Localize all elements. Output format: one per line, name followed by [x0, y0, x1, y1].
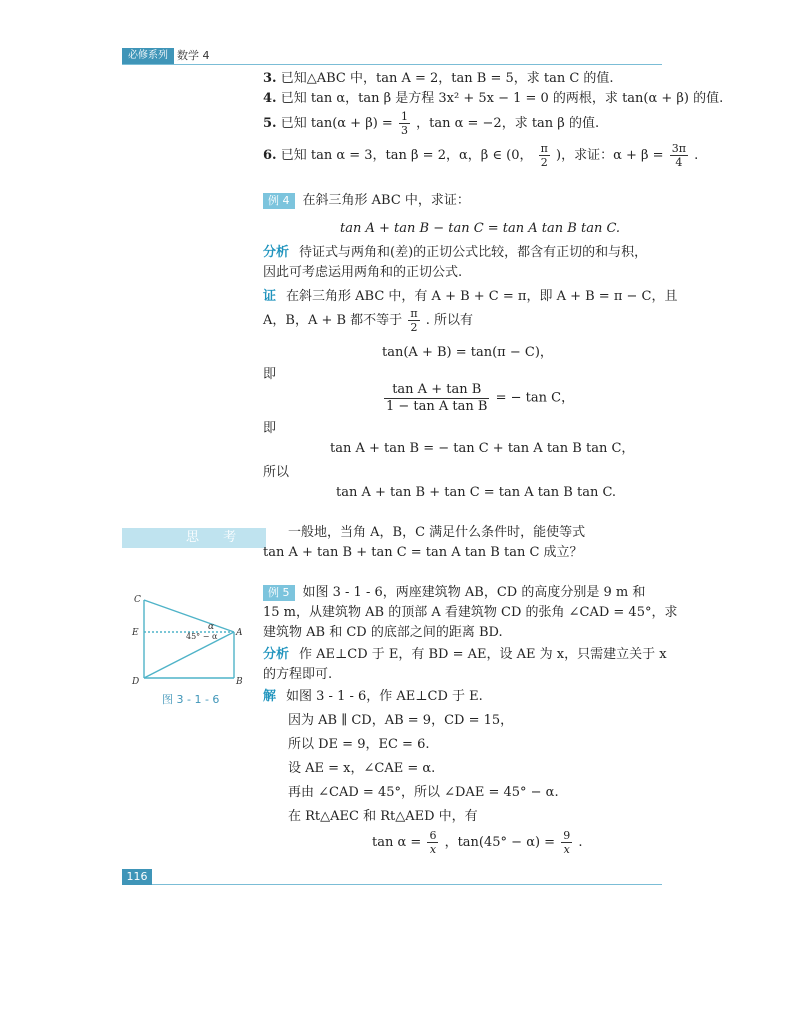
- example5-line-1: [263, 584, 645, 602]
- example5-equation: [372, 828, 583, 858]
- fraction: $\frac{1}{3}$: [400, 110, 408, 137]
- series-tag: 必修系列: [122, 48, 174, 64]
- equation-text: ，tan(45° − α) =: [444, 835, 556, 850]
- exercise-text: 已知 tan α = 3，tan β = 2，α，β ∈ (0，: [280, 148, 533, 163]
- solution-text: 如图 3 - 1 - 6，作 AE⊥CD 于 E.: [286, 689, 483, 704]
- fraction: $\frac{9}{x}$: [563, 829, 571, 856]
- example4-analysis-2: 因此可考虑运用两角和的正切公式.: [263, 265, 463, 280]
- example5-analysis-2: 的方程即可.: [263, 667, 333, 682]
- example4-analysis-1: [263, 244, 647, 262]
- page-number: 116: [122, 869, 152, 885]
- figure-3-1-6: [126, 590, 246, 690]
- example4-proof-2: [263, 306, 473, 336]
- exercise-text: .: [694, 148, 699, 163]
- example4-statement: [263, 192, 470, 210]
- exercise-text: )，求证：α + β =: [556, 148, 664, 163]
- label-angle: 45° − α: [186, 632, 218, 641]
- ji-label-2: 即: [263, 421, 277, 436]
- example5-solution-6: 在 Rt△AEC 和 Rt△AED 中，有: [288, 809, 478, 824]
- fraction: $\frac{\text{tan A + tan B}}{\text{1 − tan A tan B}}$: [386, 382, 488, 414]
- example4-formula: tan A + tan B − tan C = tan A tan B tan C.: [340, 221, 621, 236]
- example-tag: 例 4: [263, 193, 295, 209]
- equation-1: tan(A + B) = tan(π − C)，: [382, 345, 553, 360]
- example5-line-3: 建筑物 AB 和 CD 的底部之间的距离 BD.: [263, 625, 503, 640]
- fraction: $\frac{\pi}{2}$: [410, 307, 418, 334]
- example5-solution-5: 再由 ∠CAD = 45°，所以 ∠DAE = 45° − α.: [288, 785, 559, 800]
- think-line-1: 一般地，当角 A，B，C 满足什么条件时，能使等式: [288, 525, 586, 540]
- exercise-number: 3.: [263, 71, 277, 86]
- example5-solution-3: 所以 DE = 9，EC = 6.: [288, 737, 430, 752]
- exercise-text: 已知 tan α，tan β 是方程 3x² + 5x − 1 = 0 的两根，求 tan(α + β) 的值.: [280, 91, 724, 106]
- example5-analysis-1: [263, 646, 667, 664]
- proof-text: A，B，A + B 都不等于: [263, 313, 403, 328]
- example5-solution-4: 设 AE = x，∠CAE = α.: [288, 761, 436, 776]
- equation-4: tan A + tan B + tan C = tan A tan B tan C.: [336, 485, 617, 500]
- equation-text: .: [578, 835, 583, 850]
- label-b: B: [236, 677, 243, 687]
- exercise-text: ，tan α = −2，求 tan β 的值.: [416, 116, 600, 131]
- think-line-2: tan A + tan B + tan C = tan A tan B tan C 成立？: [263, 545, 583, 560]
- statement-text: 在斜三角形 ABC 中，求证：: [302, 193, 470, 208]
- label-d: D: [132, 677, 140, 687]
- exercise-3: [263, 70, 614, 88]
- analysis-label: 分析: [263, 647, 290, 662]
- equation-text: = − tan C，: [495, 390, 575, 406]
- suoyi-label: 所以: [263, 465, 290, 480]
- header-rule: [122, 64, 662, 65]
- label-e: E: [132, 628, 139, 638]
- exercise-number: 4.: [263, 91, 277, 106]
- equation-3: tan A + tan B = − tan C + tan A tan B tan C，: [330, 441, 635, 456]
- example5-solution-1: [263, 688, 483, 706]
- exercise-text: 已知△ABC 中，tan A = 2，tan B = 5，求 tan C 的值.: [280, 71, 614, 86]
- exercise-6: [263, 142, 698, 170]
- exercise-5: [263, 110, 599, 138]
- label-c: C: [134, 595, 141, 605]
- label-a: A: [236, 628, 243, 638]
- equation-text: tan α =: [372, 835, 422, 850]
- fraction: $\frac{3\pi}{4}$: [671, 142, 686, 169]
- proof-text: 在斜三角形 ABC 中，有 A + B + C = π，即 A + B = π − C，且: [286, 289, 678, 304]
- analysis-label: 分析: [263, 245, 290, 260]
- label-alpha: α: [208, 622, 215, 632]
- figure-caption: 图 3 - 1 - 6: [162, 693, 220, 706]
- proof-text: . 所以有: [425, 313, 473, 328]
- statement-text: 如图 3 - 1 - 6，两座建筑物 AB，CD 的高度分别是 9 m 和: [302, 585, 646, 600]
- footer-rule: [152, 884, 662, 885]
- subject-title: 数学 4: [177, 49, 210, 62]
- equation-2: [382, 382, 574, 415]
- example-tag: 例 5: [263, 585, 295, 601]
- analysis-text: 作 AE⊥CD 于 E，有 BD = AE，设 AE 为 x，只需建立关于 x: [299, 647, 667, 662]
- exercise-4: [263, 90, 723, 108]
- example5-line-2: 15 m，从建筑物 AB 的顶部 A 看建筑物 CD 的张角 ∠CAD = 45°，求: [263, 605, 678, 620]
- analysis-text: 待证式与两角和(差)的正切公式比较，都含有正切的和与积，: [299, 245, 648, 260]
- exercise-text: 已知 tan(α + β) =: [280, 116, 393, 131]
- exercise-number: 5.: [263, 116, 277, 131]
- proof-label: 证: [263, 289, 277, 304]
- segment-ca: [144, 600, 234, 632]
- solution-label: 解: [263, 689, 277, 704]
- fraction: $\frac{\pi}{2}$: [540, 142, 548, 169]
- example4-proof-1: [263, 288, 677, 306]
- think-label: 思 考: [186, 530, 247, 545]
- example5-solution-2: 因为 AB ∥ CD，AB = 9，CD = 15，: [288, 713, 514, 728]
- fraction: $\frac{6}{x}$: [429, 829, 437, 856]
- exercise-number: 6.: [263, 148, 277, 163]
- ji-label-1: 即: [263, 367, 277, 382]
